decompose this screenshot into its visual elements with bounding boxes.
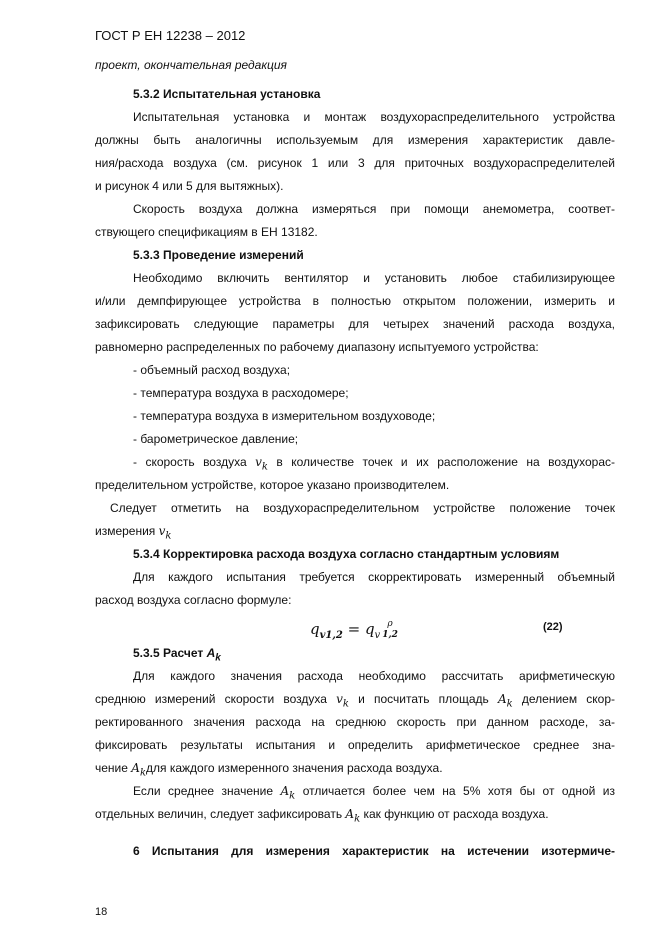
formula-expression: $q_{v1,2} = q_v$ ρ 1,2 (310, 619, 398, 641)
paragraph-line: Для каждого значения расхода необходимо рассчитать арифметическую (133, 669, 615, 683)
section-5-3-2-title: 5.3.2 Испытательная установка (133, 87, 321, 101)
list-item: - барометрическое давление; (133, 432, 299, 446)
paragraph-line: равномерно распределенных по рабочему диапазону испытуемого устройства: (95, 340, 539, 354)
list-item: - объемный расход воздуха; (133, 363, 291, 377)
paragraph-line: расход воздуха согласно формуле: (95, 593, 292, 607)
document-status: проект, окончательная редакция (95, 58, 287, 72)
formula-fraction: ρ 1,2 (382, 619, 398, 640)
note-line: измерения $v_k$ (95, 524, 172, 542)
paragraph-line: фиксировать результаты испытания и определить арифметическое среднее зна- (95, 738, 615, 752)
list-item: - температура воздуха в измерительном воздуховоде; (133, 409, 436, 423)
paragraph-line: ния/расхода воздуха (см. рисунок 1 или 3 для приточных воздухораспределителей (95, 156, 615, 170)
document-header: ГОСТ Р ЕН 12238 – 2012 (95, 28, 246, 43)
section-5-3-4-title: 5.3.4 Корректировка расхода воздуха согласно стандартным условиям (133, 547, 560, 561)
paragraph-line: отдельных величин, следует зафиксировать $A_k$ как функцию от расхода воздуха. (95, 807, 549, 825)
paragraph-line: ствующего спецификациям в ЕН 13182. (95, 225, 318, 239)
paragraph-line: Если среднее значение $A_k$ отличается более чем на 5% хотя бы от одной из (133, 784, 616, 802)
section-6-title: 6 Испытания для измерения характеристик на истечении изотермиче- (133, 844, 615, 858)
paragraph-line: Необходимо включить вентилятор и установить любое стабилизирующее (133, 271, 615, 285)
paragraph-line: ректированного значения расхода на среднюю скорость при данном расходе, за- (95, 715, 615, 729)
paragraph-line: Испытательная установка и монтаж воздухораспределительного устройства (133, 110, 615, 124)
paragraph-line: Скорость воздуха должна измеряться при помощи анемометра, соответ- (133, 202, 615, 216)
list-item: - температура воздуха в расходомере; (133, 386, 349, 400)
note-line: Следует отметить на воздухораспределительном устройстве положение точек (110, 501, 615, 515)
paragraph-line: и рисунок 4 или 5 для вытяжных). (95, 179, 284, 193)
document-body (95, 83, 615, 863)
section-5-3-3-title: 5.3.3 Проведение измерений (133, 248, 304, 262)
paragraph-line: чение $A_kдля$ каждого измеренного значения расхода воздуха. (95, 761, 443, 779)
paragraph-line: должны быть аналогичны используемым для измерения характеристик давле- (95, 133, 615, 147)
paragraph-line: Для каждого испытания требуется скорректировать измеренный объемный (133, 570, 615, 584)
list-item-continuation: пределительном устройстве, которое указано производителем. (95, 478, 450, 492)
equation-number: (22) (543, 621, 563, 633)
section-5-3-5-title: 5.3.5 Расчет $A_k$ (133, 646, 221, 664)
list-item: - скорость воздуха $v_k$ в количестве точек и их расположение на воздухорас- (133, 455, 616, 473)
paragraph-line: среднюю измерений скорости воздуха $v_k$ и посчитать площадь $A_k$ делением скор- (95, 692, 615, 710)
paragraph-line: зафиксировать следующие параметры для четырех значений расхода воздуха, (95, 317, 615, 331)
page-number: 18 (95, 906, 108, 918)
formula-22 (95, 612, 615, 642)
paragraph-line: и/или демпфирующее устройства в полностью открытом положении, измерить и (95, 294, 615, 308)
